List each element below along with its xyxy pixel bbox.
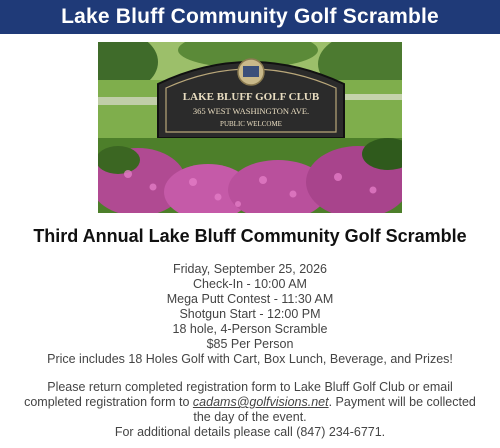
registration-info (24, 380, 476, 440)
banner-title: Lake Bluff Community Golf Scramble (61, 5, 439, 28)
check-in-time: Check-In - 10:00 AM (193, 277, 307, 291)
header-banner (0, 0, 500, 34)
format-info: 18 hole, 4-Person Scramble (172, 322, 328, 336)
event-details (0, 262, 500, 367)
sign-line-1: LAKE BLUFF GOLF CLUB (182, 91, 320, 103)
event-title: Third Annual Lake Bluff Community Golf Scramble (33, 226, 467, 246)
golf-club-sign-photo (98, 42, 402, 213)
price: $85 Per Person (206, 337, 294, 351)
sign-line-3: PUBLIC WELCOME (220, 120, 282, 128)
contact-line: For additional details please call (847) 234-6771. (114, 425, 386, 439)
price-includes: Price includes 18 Holes Golf with Cart, Box Lunch, Beverage, and Prizes! (47, 352, 453, 366)
shotgun-start-time: Shotgun Start - 12:00 PM (179, 307, 321, 321)
registration-text-start: Please return completed registration form to Lake Bluff Golf Club or email completed registration form to (24, 380, 453, 409)
sign-line-2: 365 WEST WASHINGTON AVE. (192, 106, 310, 116)
putt-contest-time: Mega Putt Contest - 11:30 AM (166, 292, 334, 306)
registration-paragraph (24, 380, 476, 425)
event-date: Friday, September 25, 2026 (172, 262, 328, 276)
registration-text-end: . Payment will be collected the day of the event. (193, 395, 476, 424)
email-link[interactable]: cadams@golfvisions.net (192, 395, 329, 409)
